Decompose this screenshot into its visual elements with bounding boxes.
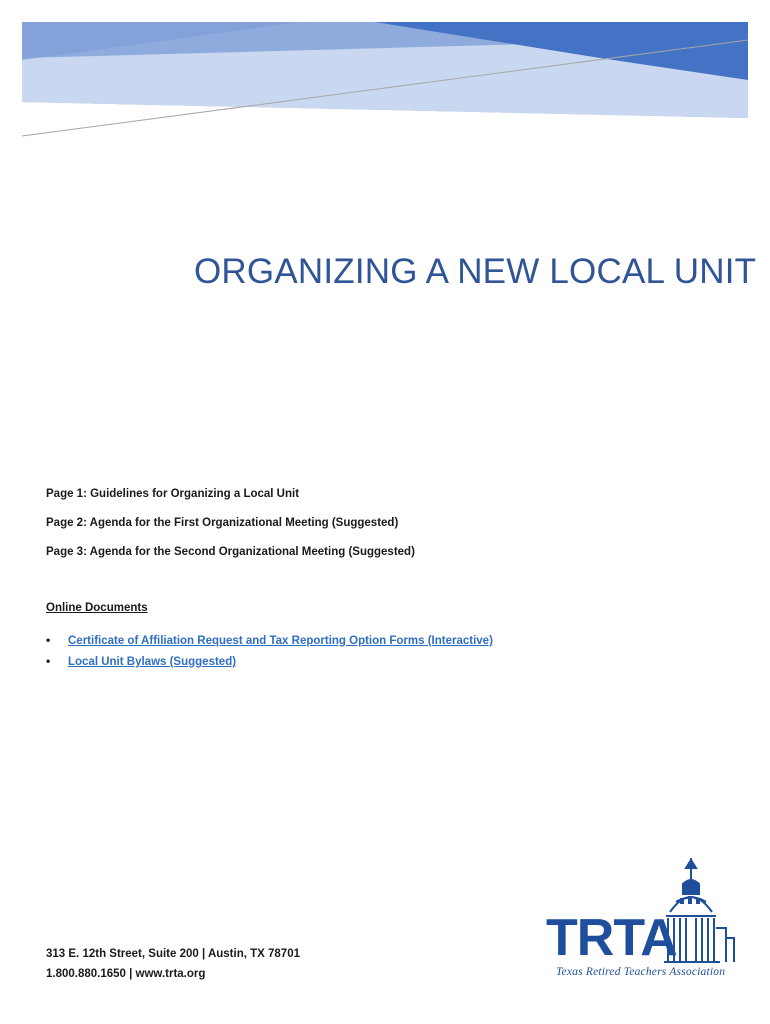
certificate-link[interactable]: Certificate of Affiliation Request and Tax Reporting Option Forms (Interactive): [68, 635, 493, 647]
contents-list: [46, 486, 415, 573]
online-documents-list: [46, 632, 493, 674]
contact-line: 1.800.880.1650 | www.trta.org: [46, 968, 206, 980]
header-banner: [0, 0, 770, 150]
bylaws-link[interactable]: Local Unit Bylaws (Suggested): [68, 656, 237, 668]
address-line: 313 E. 12th Street, Suite 200 | Austin, TX 78701: [46, 948, 300, 960]
online-documents-heading: Online Documents: [46, 602, 148, 614]
footer-address: [46, 946, 300, 986]
bullet: •: [46, 633, 51, 647]
logo-tagline: Texas Retired Teachers Association: [556, 966, 726, 978]
list-item: [46, 632, 493, 653]
page-title: ORGANIZING A NEW LOCAL UNIT: [194, 252, 757, 291]
logo-letters: TRTA: [546, 909, 677, 967]
bullet: •: [46, 654, 51, 668]
list-item: [46, 653, 493, 674]
contents-item: Page 1: Guidelines for Organizing a Local Unit: [46, 488, 300, 500]
contents-item: Page 3: Agenda for the Second Organizational Meeting (Suggested): [46, 546, 415, 558]
trta-logo: [540, 854, 735, 984]
contents-item: Page 2: Agenda for the First Organizational Meeting (Suggested): [46, 517, 399, 529]
